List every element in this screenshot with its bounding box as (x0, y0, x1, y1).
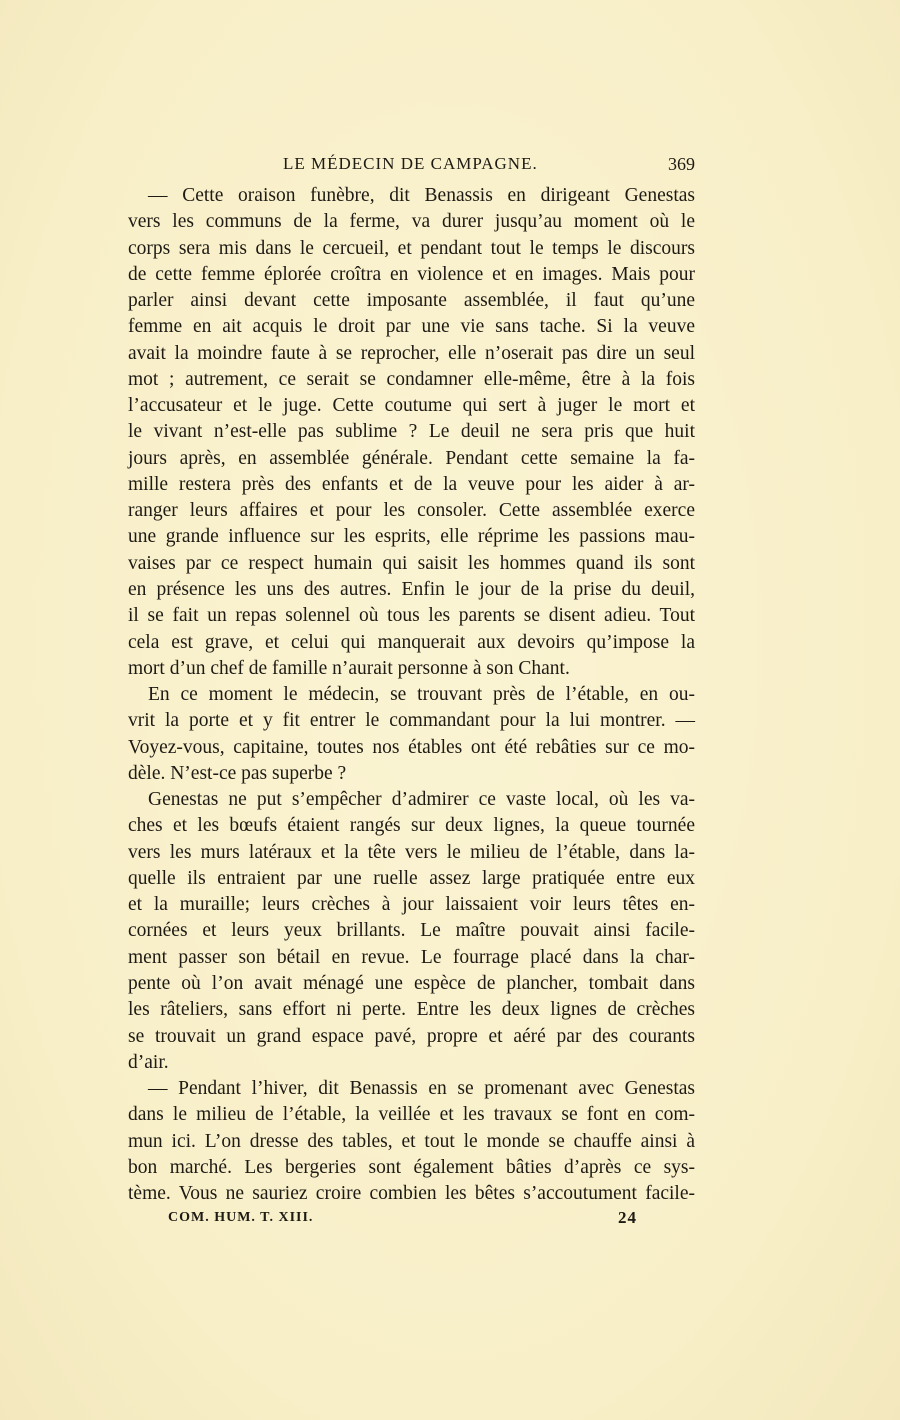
page-number: 369 (668, 154, 695, 174)
text-line: quelle ils entraient par une ruelle assez large pratiquée entre eux (128, 867, 695, 889)
text-line: mille restera près des enfants et de la veuve pour les aider à ar- (128, 473, 695, 495)
text-line: — Cette oraison funèbre, dit Benassis en dirigeant Genestas (148, 185, 695, 206)
text-line: se trouvait un grand espace pavé, propre et aéré par des courants (128, 1025, 695, 1047)
text-line: ranger leurs affaires et pour les consoler. Cette assemblée exerce (128, 500, 695, 522)
text-line: vers les murs latéraux et la tête vers le milieu de l’étable, dans la- (128, 841, 695, 863)
text-line: corps sera mis dans le cercueil, et pendant tout le temps le discours (128, 237, 695, 259)
running-title: LE MÉDECIN DE CAMPAGNE. (283, 154, 538, 173)
text-line: parler ainsi devant cette imposante assemblée, il faut qu’une (128, 290, 695, 312)
text-line: mort d’un chef de famille n’aurait personne à son Chant. (128, 657, 570, 679)
text-line: il se fait un repas solennel où tous les parents se disent adieu. Tout (128, 605, 695, 627)
text-line: vaises par ce respect humain qui saisit les hommes quand ils sont (128, 552, 695, 574)
text-line: dèle. N’est-ce pas superbe ? (128, 762, 347, 784)
paragraph (128, 682, 695, 787)
paragraph (128, 1076, 695, 1207)
text-line: ches et les bœufs étaient rangés sur deux lignes, la queue tournée (128, 815, 695, 837)
paragraph (128, 183, 695, 682)
text-line: l’accusateur et le juge. Cette coutume qui sert à juger le mort et (128, 395, 695, 417)
text-line: tème. Vous ne sauriez croire combien les bêtes s’accoutument facile- (128, 1183, 695, 1205)
text-line: mot ; autrement, ce serait se condamner elle-même, être à la fois (128, 368, 695, 390)
text-line: les râteliers, sans effort ni perte. Entre les deux lignes de crèches (128, 999, 695, 1021)
signature-mark: COM. HUM. T. XIII. (168, 1210, 314, 1225)
text-line: femme en ait acquis le droit par une vie sans tache. Si la veuve (128, 316, 695, 338)
text-line: cela est grave, et celui qui manquerait aux devoirs qu’impose la (128, 631, 695, 653)
text-line: En ce moment le médecin, se trouvant près de l’étable, en ou- (148, 684, 695, 706)
text-line: — Pendant l’hiver, dit Benassis en se promenant avec Genestas (148, 1078, 695, 1100)
text-line: vrit la porte et y fit entrer le commandant pour la lui montrer. — (128, 710, 695, 732)
text-line: en présence les uns des autres. Enfin le jour de la prise du deuil, (128, 578, 695, 600)
text-line: mun ici. L’on dresse des tables, et tout le monde se chauffe ainsi à (128, 1130, 695, 1152)
text-line: pente où l’on avait ménagé une espèce de plancher, tombait dans (128, 972, 695, 994)
running-head (128, 154, 695, 180)
text-line: d’air. (128, 1051, 169, 1073)
text-line: de cette femme éplorée croîtra en violence et en images. Mais pour (128, 263, 695, 285)
text-line: jours après, en assemblée générale. Pendant cette semaine la fa- (128, 447, 695, 469)
page-footer (128, 1210, 695, 1234)
body-text (128, 183, 695, 1207)
text-line: vers les communs de la ferme, va durer jusqu’au moment où le (128, 211, 695, 233)
text-line: bon marché. Les bergeries sont également bâties d’après ce sys- (128, 1156, 695, 1178)
text-line: et la muraille; leurs crèches à jour laissaient voir leurs têtes en- (128, 894, 695, 916)
text-line: Genestas ne put s’empêcher d’admirer ce vaste local, où les va- (148, 789, 695, 811)
text-line: ment passer son bétail en revue. Le fourrage placé dans la char- (128, 946, 695, 968)
text-line: cornées et leurs yeux brillants. Le maître pouvait ainsi facile- (128, 920, 695, 942)
text-line: le vivant n’est-elle pas sublime ? Le deuil ne sera pris que huit (128, 421, 695, 443)
text-line: dans le milieu de l’étable, la veillée et les travaux se font en com- (128, 1104, 695, 1126)
sheet-number: 24 (618, 1208, 637, 1227)
paragraph (128, 787, 695, 1076)
text-line: Voyez-vous, capitaine, toutes nos étables ont été rebâties sur ce mo- (128, 736, 695, 758)
text-line: une grande influence sur les esprits, elle réprime les passions mau- (128, 526, 695, 548)
text-line: avait la moindre faute à se reprocher, elle n’oserait pas dire un seul (128, 342, 695, 364)
